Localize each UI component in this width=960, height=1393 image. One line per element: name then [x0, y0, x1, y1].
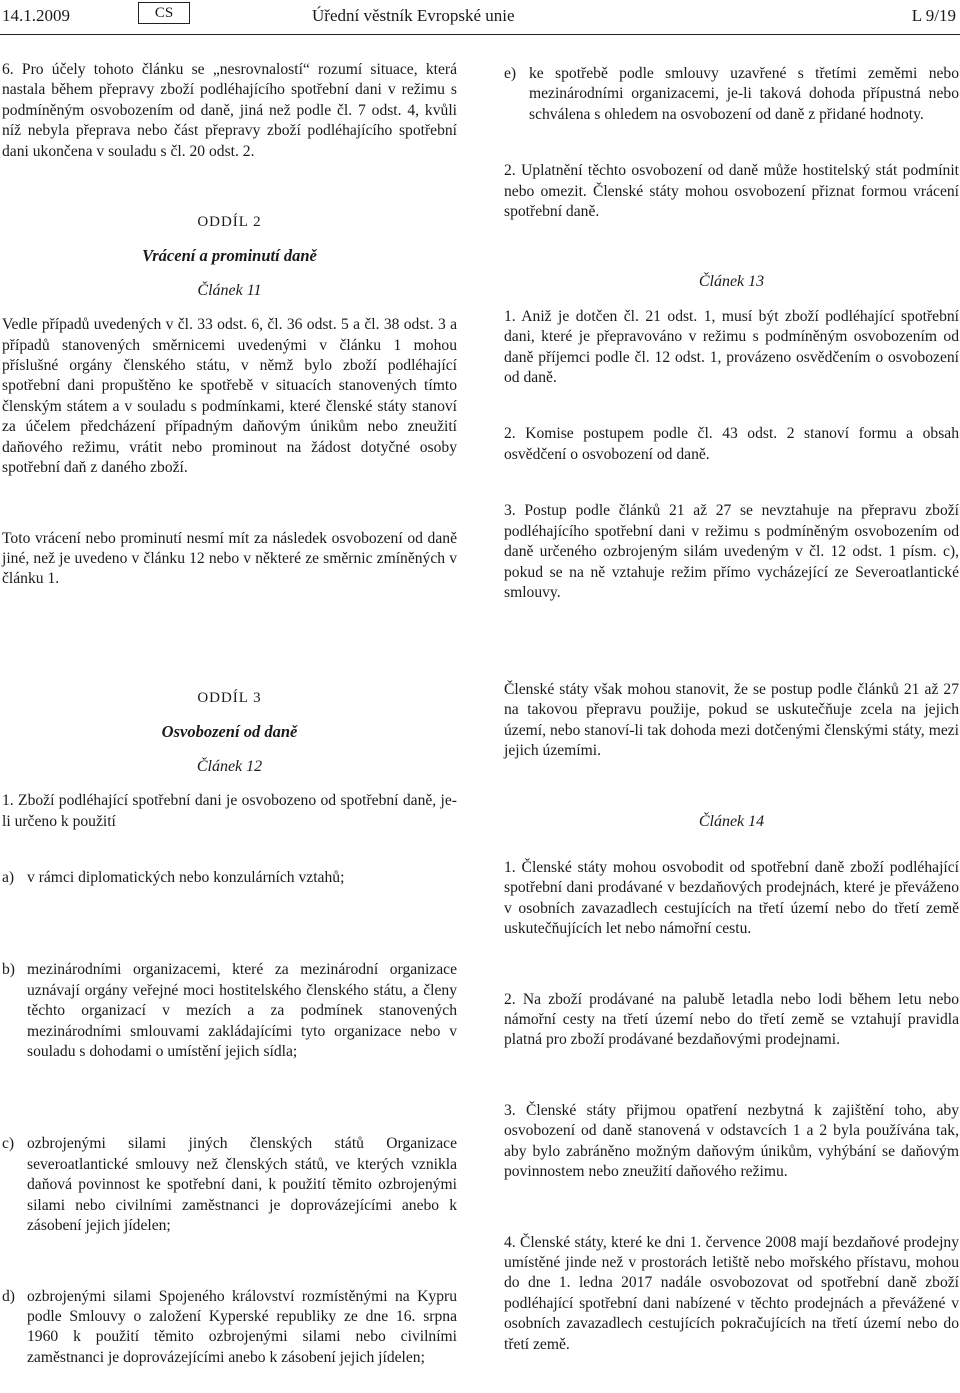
list-item — [2, 868, 457, 888]
paragraph-6: 6. Pro účely tohoto článku se „nesrovnalostí“ rozumí situace, která nastala během přepravy zboží podléhajícího spotřební dani v režimu s podmíněným osvobozením od daně, jiná než podle čl. 7 odst. 4, kvůli níž nebyla přeprava nebo část přepravy zboží podléhajícího spotřební dani ukončena v souladu s čl. 20 odst. 2. — [2, 61, 457, 160]
article-body: Členské státy však mohou stanovit, že se postup podle článků 21 až 27 na takovou přepravu použije, pokud se uskutečňuje zcela na jejich území, nebo stanoví-li tak dohoda mezi dotčenými členskými státy, mezi jejich územími. — [504, 681, 959, 760]
list-item — [2, 1134, 457, 1236]
paragraph-3: 3. Postup podle článků 21 až 27 se nevztahuje na přepravu zboží podléhajícího spotřební dani v režimu s podmíněným osvobozením od daně určeného ozbrojeným silám uvedeným v čl. 12 odst. 1 písm. c), pokud se na ně vztahuje režim přímo vycházející ze Severoatlantické smlouvy. — [504, 502, 959, 601]
list-item-label: b) — [2, 961, 15, 979]
publication-date: 14.1.2009 — [2, 6, 70, 25]
section-heading: ODDÍL 2 — [197, 214, 262, 231]
page-number: L 9/19 — [911, 6, 956, 25]
page-header — [0, 0, 960, 36]
left-column-bottom — [2, 688, 457, 1368]
paragraph-1: 1. Zboží podléhající spotřební dani je osvobozeno od spotřební daně, je-li určeno k použití — [2, 792, 457, 830]
language-badge: CS — [138, 2, 190, 24]
list-item-label: c) — [2, 1135, 15, 1153]
journal-title: Úřední věstník Evropské unie — [312, 6, 515, 25]
paragraph-1: 1. Členské státy mohou osvobodit od spotřební daně zboží podléhající spotřební dani prodávané v bezdaňových prodejnách, které je převáženo v osobních zavazadlech cestujících na třetí území nebo do třetí země uskutečňujících let nebo námořní cestu. — [504, 859, 959, 938]
paragraph-2: 2. Na zboží prodávané na palubě letadla nebo lodi během letu nebo námořní cesty na třetí území nebo do třetí země se vztahují pravidla platná pro zboží prodávané bezdaňovými prodejnami. — [504, 990, 959, 1049]
paragraph-2: 2. Komise postupem podle čl. 43 odst. 2 stanoví formu a obsah osvědčení o osvobození od daně. — [504, 425, 959, 463]
paragraph-3: 3. Členské státy přijmou opatření nezbytná k zajištění toho, aby osvobození od daně stanovená v odstavcích 1 a 2 byla používána tak, aby bylo zabráněno možným daňovým únikům, vyhýbání se daňovým povinnostem nebo zneužití daňového režimu. — [504, 1101, 959, 1181]
article-heading: Článek 12 — [196, 757, 263, 775]
list-item-label: e) — [504, 65, 517, 82]
header-rule — [0, 34, 960, 35]
list-item-label: a) — [2, 869, 15, 887]
article-body: Toto vrácení nebo prominutí nesmí mít za následek osvobození od daně jiné, než je uvedeno v článku 12 nebo v některé ze směrnic zmíněných v článku 1. — [2, 529, 457, 588]
list-item-text: v rámci diplomatických nebo konzulárních vztahů; — [27, 869, 345, 887]
paragraph-1: 1. Aniž je dotčen čl. 21 odst. 1, musí být zboží podléhající spotřební dani, které je přepravováno v režimu s podmíněným osvobozením od daně příjemci podle čl. 12 odst. 1, provázeno osvědčením o osvobození od daně. — [504, 307, 959, 387]
list-item-text: ozbrojenými silami Spojeného království rozmístěnými na Kypru podle Smlouvy o založení Kyperské republiky ze dne 16. srpna 1960 k použití těmito ozbrojenými silami nebo civilními zaměstnanci je doprovázejícími anebo k zásobení jejich jídelen; — [27, 1287, 457, 1366]
article-heading: Článek 13 — [698, 273, 765, 291]
list-item — [504, 64, 959, 125]
left-column-top — [2, 60, 457, 590]
article-heading: Článek 11 — [197, 281, 262, 299]
list-item-text: ozbrojenými silami jiných členských států Organizace severoatlantické smlouvy než členských států, ve kterých vznikla daňová povinnost ke spotřební dani, k použití těmito ozbrojenými silami nebo civilními zaměstnanci je doprovázejícími anebo k zásobení jejich jídelen; — [27, 1135, 457, 1235]
list-item-label: d) — [2, 1287, 15, 1305]
article-body: Vedle případů uvedených v čl. 33 odst. 6, čl. 36 odst. 5 a čl. 38 odst. 3 a případů stanovených směrnicemi uvedenými v článku 1 mohou příslušné orgány členského státu, v němž bylo zboží podléhající spotřební dani propuštěno ke spotřebě v situacích stanovených tímto členským státem a v souladu s podmínkami, které členské státy stanoví za účelem předcházení případným daňovým únikům nebo zneužití daňového režimu, vrátit nebo prominout na žádost dotyčné osoby spotřební daň z daného zboží. — [2, 316, 457, 477]
paragraph-2: 2. Uplatnění těchto osvobození od daně může hostitelský stát podmínit nebo omezit. Členské státy mohou osvobození přiznat formou vrácení spotřební daně. — [504, 162, 959, 221]
section-title: Vrácení a prominutí daně — [142, 246, 317, 266]
list-item-text: mezinárodními organizacemi, které za mezinárodní organizace uznávají orgány veřejné moci hostitelského členského státu, a členy těchto organizací v mezích a za podmínek stanovených mezinárodními smlouvami zakládajícími tyto organizace nebo v souladu s dohodami o umístění jejich sídla; — [27, 961, 457, 1061]
right-column-top — [504, 64, 959, 603]
right-column-bottom — [504, 680, 959, 1355]
article-heading: Článek 14 — [698, 812, 765, 830]
section-title: Osvobození od daně — [161, 722, 298, 742]
list-item-text: ke spotřebě podle smlouvy uzavřené s třetími zeměmi nebo mezinárodními organizacemi, je-li taková dohoda přípustná nebo schválena s ohledem na osvobození od daně z přidané hodnoty. — [529, 65, 959, 123]
paragraph-4: 4. Členské státy, které ke dni 1. července 2008 mají bezdaňové prodejny umístěné jinde než v prostorách letiště nebo mořského přístavu, mohou do dne 1. ledna 2017 nadále osvobozovat od spotřební daně zboží podléhající spotřební dani nabízené v těchto prodejnách a převážené v osobních zavazadlech cestujících pokračujících na třetí území nebo do třetí země. — [504, 1233, 959, 1353]
section-heading: ODDÍL 3 — [197, 690, 262, 706]
list-item — [2, 960, 457, 1062]
list-item — [2, 1287, 457, 1369]
